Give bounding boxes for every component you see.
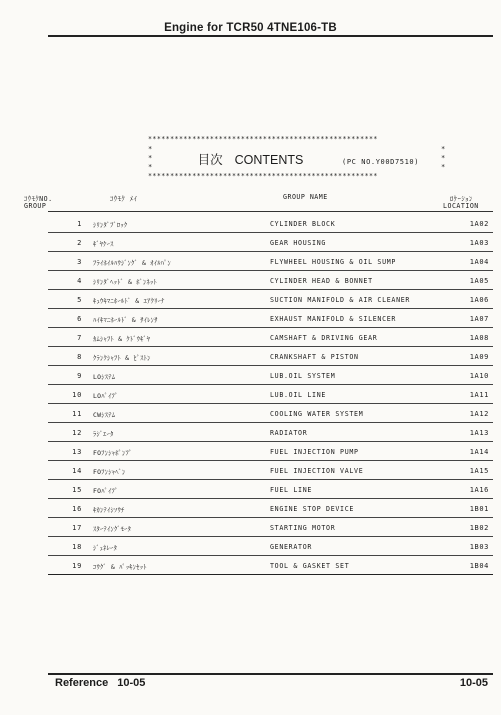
row-kana-name: ｼﾞｪﾈﾚｰﾀ (93, 544, 118, 552)
row-group-name: LUB.OIL SYSTEM (270, 372, 336, 380)
row-location: 1A05 (469, 277, 489, 285)
row-number: 8 (77, 353, 82, 361)
row-location: 1A02 (469, 220, 489, 228)
banner-star-right: * (441, 154, 446, 162)
row-location: 1B01 (469, 505, 489, 513)
table-row (48, 290, 493, 309)
row-group-name: CYLINDER HEAD & BONNET (270, 277, 373, 285)
row-number: 18 (72, 543, 82, 551)
table-row (48, 366, 493, 385)
row-group-name: FUEL INJECTION VALVE (270, 467, 364, 475)
banner-star-right: * (441, 145, 446, 153)
row-number: 4 (77, 277, 82, 285)
row-group-name: SUCTION MANIFOLD & AIR CLEANER (270, 296, 411, 304)
table-row (48, 480, 493, 499)
row-group-name: FLYWHEEL HOUSING & OIL SUMP (270, 258, 397, 266)
row-number: 2 (77, 239, 82, 247)
row-kana-name: ﾊｲｷﾏﾆﾎｰﾙﾄﾞ & ｻｲﾚﾝｻ (93, 316, 158, 324)
row-location: 1A16 (469, 486, 489, 494)
row-group-name: GEAR HOUSING (270, 239, 327, 247)
row-location: 1A10 (469, 372, 489, 380)
page-title: Engine for TCR50 4TNE106-TB (164, 22, 337, 34)
row-number: 5 (77, 296, 82, 304)
row-group-name: RADIATOR (270, 429, 308, 437)
table-row (48, 423, 493, 442)
table-row (48, 214, 493, 233)
banner-star-border-top: **************************************************** (148, 136, 378, 143)
row-kana-name: ｷｭｳｷﾏﾆﾎｰﾙﾄﾞ & ｴｱｸﾘｰﾅ (93, 297, 165, 305)
row-number: 12 (72, 429, 82, 437)
row-location: 1A07 (469, 315, 489, 323)
col-head-group: GROUP (24, 202, 47, 210)
footer-rule (48, 673, 493, 675)
row-location: 1B03 (469, 543, 489, 551)
row-group-name: EXHAUST MANIFOLD & SILENCER (270, 315, 397, 323)
table-row (48, 461, 493, 480)
banner-star-border-bottom: **************************************************** (148, 173, 378, 180)
footer-reference: Reference 10-05 (55, 677, 146, 689)
table-row (48, 518, 493, 537)
contents-title-kanji: 目次 (197, 153, 223, 167)
table-row (48, 252, 493, 271)
row-location: 1A12 (469, 410, 489, 418)
row-location: 1A15 (469, 467, 489, 475)
pc-number: (PC NO.Y00D7510) (342, 158, 420, 166)
table-row (48, 271, 493, 290)
row-group-name: GENERATOR (270, 543, 313, 551)
row-kana-name: ｽﾀｰﾃｲﾝｸﾞﾓｰﾀ (93, 525, 132, 533)
banner-star-right: * (441, 163, 446, 171)
col-head-location-kana: ﾛｹｰｼｮﾝ (450, 195, 473, 203)
row-group-name: COOLING WATER SYSTEM (270, 410, 364, 418)
row-number: 13 (72, 448, 82, 456)
row-group-name: TOOL & GASKET SET (270, 562, 350, 570)
row-kana-name: FOﾌﾝｼｬﾎﾟﾝﾌﾟ (93, 449, 133, 457)
row-number: 6 (77, 315, 82, 323)
row-location: 1A06 (469, 296, 489, 304)
row-kana-name: ｼﾘﾝﾀﾞﾍｯﾄﾞ & ﾎﾞﾝﾈｯﾄ (93, 278, 157, 286)
col-head-no: ｺｳﾓｸNO. (24, 195, 53, 203)
table-row (48, 442, 493, 461)
table-row (48, 347, 493, 366)
row-location: 1A08 (469, 334, 489, 342)
row-location: 1A13 (469, 429, 489, 437)
row-location: 1B04 (469, 562, 489, 570)
col-head-kana: ｺｳﾓｸ ﾒｲ (110, 195, 138, 203)
table-row (48, 328, 493, 347)
banner-star-left: * (148, 154, 153, 162)
row-kana-name: FOﾊﾟｲﾌﾟ (93, 487, 119, 495)
col-head-group-name: GROUP NAME (283, 193, 328, 201)
row-number: 11 (72, 410, 82, 418)
row-location: 1A03 (469, 239, 489, 247)
table-row (48, 233, 493, 252)
row-number: 9 (77, 372, 82, 380)
row-kana-name: LOｼｽﾃﾑ (93, 373, 116, 381)
table-row (48, 404, 493, 423)
row-number: 15 (72, 486, 82, 494)
table-row (48, 385, 493, 404)
row-number: 7 (77, 334, 82, 342)
row-rule (48, 574, 493, 576)
table-row (48, 556, 493, 575)
banner-star-left: * (148, 145, 153, 153)
row-kana-name: ｸﾗﾝｸｼｬﾌﾄ & ﾋﾟｽﾄﾝ (93, 354, 151, 362)
row-group-name: FUEL LINE (270, 486, 313, 494)
row-location: 1A09 (469, 353, 489, 361)
table-row (48, 309, 493, 328)
banner-star-left: * (148, 163, 153, 171)
row-group-name: ENGINE STOP DEVICE (270, 505, 355, 513)
row-kana-name: ｷｶﾝﾃｲｼｿｳﾁ (93, 506, 125, 514)
row-group-name: LUB.OIL LINE (270, 391, 327, 399)
footer-page-number: 10-05 (459, 677, 488, 689)
row-group-name: CRANKSHAFT & PISTON (270, 353, 359, 361)
header-rule-table (48, 211, 493, 212)
row-location: 1A11 (469, 391, 489, 399)
row-kana-name: CWｼｽﾃﾑ (93, 411, 116, 419)
table-row (48, 499, 493, 518)
row-group-name: STARTING MOTOR (270, 524, 336, 532)
header-rule (48, 35, 493, 37)
row-kana-name: LOﾊﾟｲﾌﾟ (93, 392, 119, 400)
row-group-name: CYLINDER BLOCK (270, 220, 336, 228)
row-kana-name: ｺｳｸﾞ & ﾊﾟｯｷﾝｾｯﾄ (93, 563, 147, 571)
row-number: 3 (77, 258, 82, 266)
row-location: 1A14 (469, 448, 489, 456)
row-group-name: FUEL INJECTION PUMP (270, 448, 359, 456)
row-location: 1B02 (469, 524, 489, 532)
col-head-location: LOCATION (443, 202, 479, 210)
row-group-name: CAMSHAFT & DRIVING GEAR (270, 334, 378, 342)
row-number: 19 (72, 562, 82, 570)
table-row (48, 537, 493, 556)
row-kana-name: ｶﾑｼｬﾌﾄ & ｸﾄﾞｳｷﾞﾔ (93, 335, 151, 343)
contents-title (0, 150, 501, 168)
contents-title-english: CONTENTS (234, 153, 304, 167)
row-number: 14 (72, 467, 82, 475)
row-number: 10 (72, 391, 82, 399)
row-kana-name: ﾌﾗｲﾎｲﾙﾊｳｼﾞﾝｸﾞ & ｵｲﾙﾊﾟﾝ (93, 259, 171, 267)
row-kana-name: ｼﾘﾝﾀﾞﾌﾞﾛｯｸ (93, 221, 128, 229)
row-kana-name: FOﾌﾝｼｬﾍﾞﾝ (93, 468, 126, 476)
row-location: 1A04 (469, 258, 489, 266)
row-number: 17 (72, 524, 82, 532)
row-kana-name: ﾗｼﾞｴｰﾀ (93, 430, 114, 438)
row-kana-name: ｷﾞﾔｹｰｽ (93, 240, 114, 248)
row-number: 16 (72, 505, 82, 513)
row-number: 1 (77, 220, 82, 228)
